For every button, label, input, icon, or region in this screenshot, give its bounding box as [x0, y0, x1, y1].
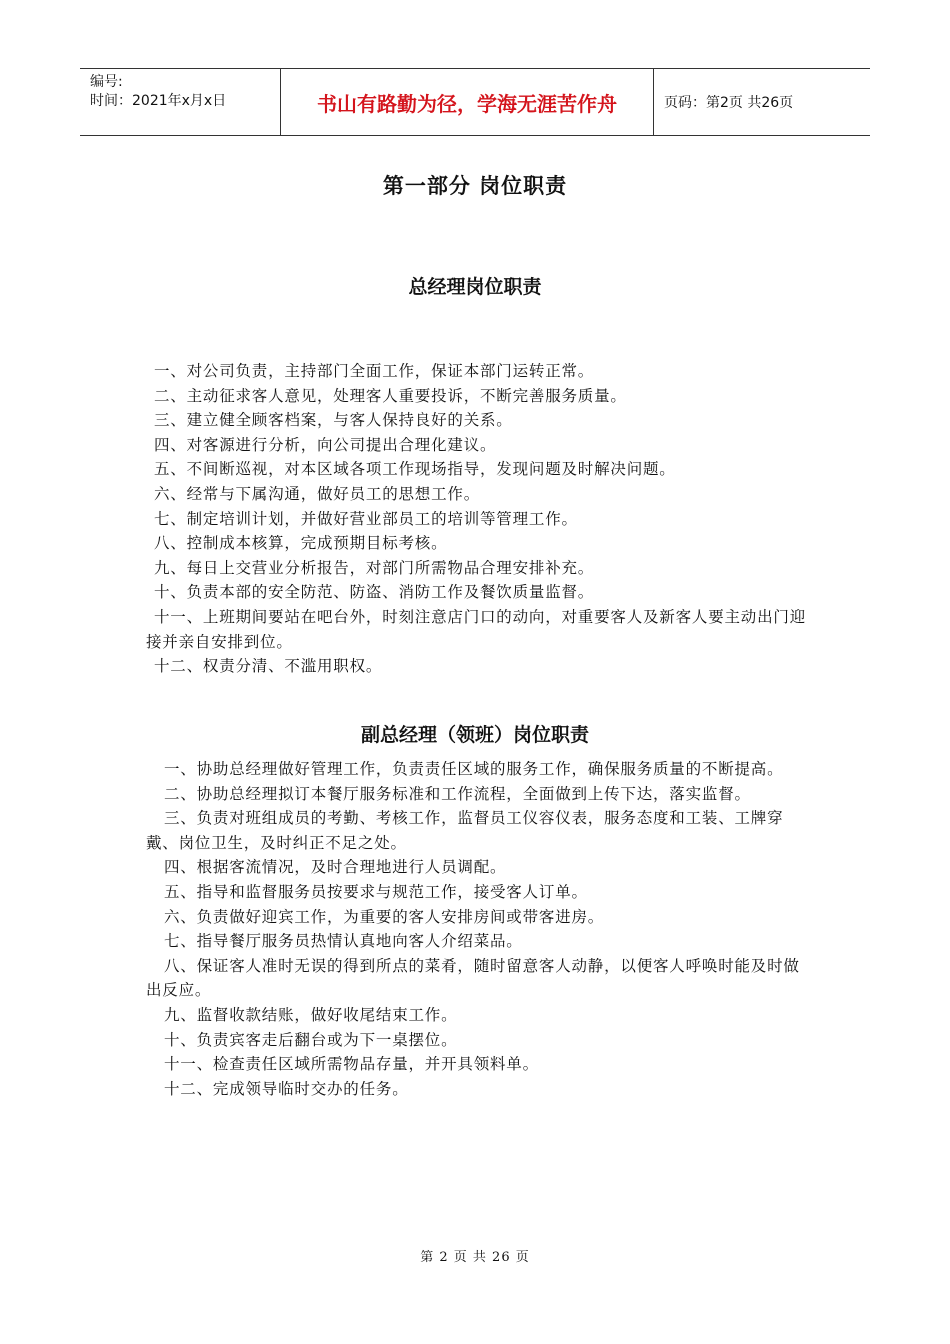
general-manager-duties: [146, 359, 811, 679]
list-item: 七、制定培训计划，并做好营业部员工的培训等管理工作。: [154, 509, 578, 528]
section-title-deputy-manager: 副总经理（领班）岗位职责: [360, 724, 589, 746]
list-item: 九、监督收款结账，做好收尾结束工作。: [164, 1005, 458, 1024]
code-label: 编号:: [90, 74, 123, 90]
list-item: 十、负责本部的安全防范、防盗、消防工作及餐饮质量监督。: [154, 583, 595, 602]
list-item: 六、经常与下属沟通，做好员工的思想工作。: [154, 484, 481, 503]
list-item: 八、控制成本核算，完成预期目标考核。: [154, 534, 448, 553]
list-item: 六、负责做好迎宾工作，为重要的客人安排房间或带客进房。: [164, 907, 605, 926]
list-item: 五、指导和监督服务员按要求与规范工作，接受客人订单。: [164, 882, 588, 901]
header-meta: [80, 69, 281, 135]
list-item: 十二、完成领导临时交办的任务。: [164, 1079, 409, 1098]
header-motto: 书山有路勤为径，学海无涯苦作舟: [281, 69, 654, 135]
list-item: 五、不间断巡视，对本区域各项工作现场指导，发现问题及时解决问题。: [154, 460, 676, 479]
list-item: 十一、上班期间要站在吧台外，时刻注意店门口的动向，对重要客人及新客人要主动出门迎接并亲自安排到位。: [146, 607, 807, 651]
list-item: 四、根据客流情况，及时合理地进行人员调配。: [164, 858, 507, 877]
page-footer: 第 2 页 共 26 页: [420, 1250, 530, 1265]
list-item: 十、负责宾客走后翻台或为下一桌摆位。: [164, 1030, 458, 1049]
list-item: 十二、权责分清、不滥用职权。: [154, 657, 383, 676]
list-item: 四、对客源进行分析，向公司提出合理化建议。: [154, 435, 497, 454]
page-header: [80, 68, 870, 136]
list-item: 十一、检查责任区域所需物品存量，并开具领料单。: [164, 1055, 539, 1074]
list-item: 一、对公司负责，主持部门全面工作，保证本部门运转正常。: [154, 362, 595, 380]
header-page-info: 页码：第2页 共26页: [664, 95, 794, 111]
part-title: 第一部分 岗位职责: [382, 173, 568, 198]
date-label: 时间：2021年x月x日: [90, 93, 227, 109]
section-title-general-manager: 总经理岗位职责: [408, 276, 542, 298]
list-item: 一、协助总经理做好管理工作，负责责任区域的服务工作，确保服务质量的不断提高。: [164, 760, 784, 778]
list-item: 八、保证客人准时无误的得到所点的菜肴，随时留意客人动静，以便客人呼唤时能及时做出反应。: [146, 956, 800, 1000]
deputy-manager-duties: [146, 757, 811, 1101]
list-item: 三、建立健全顾客档案，与客人保持良好的关系。: [154, 411, 513, 430]
list-item: 九、每日上交营业分析报告，对部门所需物品合理安排补充。: [154, 558, 595, 577]
list-item: 七、指导餐厅服务员热情认真地向客人介绍菜品。: [164, 932, 523, 951]
list-item: 三、负责对班组成员的考勤、考核工作，监督员工仪容仪表，服务态度和工装、工牌穿戴、岗位卫生，及时纠正不足之处。: [146, 809, 784, 852]
list-item: 二、主动征求客人意见，处理客人重要投诉，不断完善服务质量。: [154, 386, 627, 405]
list-item: 二、协助总经理拟订本餐厅服务标准和工作流程，全面做到上传下达，落实监督。: [164, 784, 751, 803]
